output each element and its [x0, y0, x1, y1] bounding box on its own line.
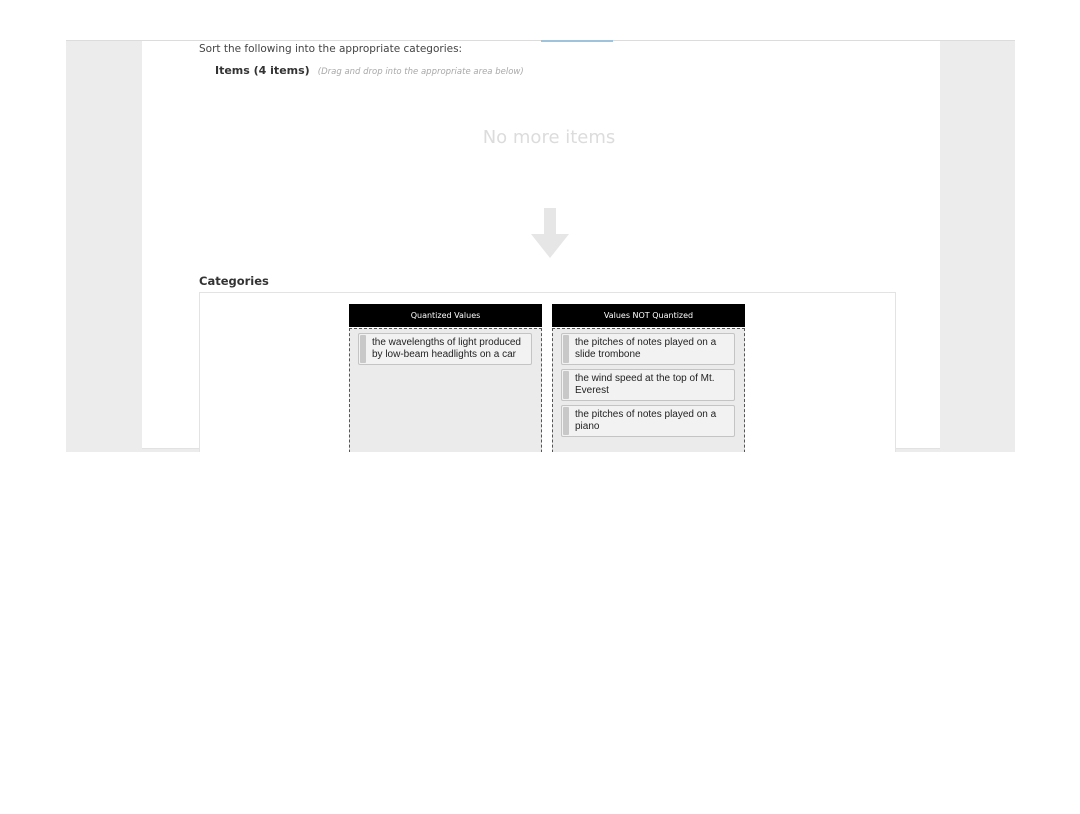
drag-handle-icon[interactable]	[563, 335, 569, 363]
question-prompt: Sort the following into the appropriate categories:	[199, 43, 463, 55]
item-text: the pitches of notes played on a piano	[575, 409, 717, 432]
category-quantized	[349, 304, 542, 452]
category-header-not-quantized: Values NOT Quantized	[552, 304, 745, 327]
draggable-item[interactable]	[358, 333, 532, 365]
item-text: the wavelengths of light produced by low-beam headlights on a car	[372, 337, 521, 360]
categories-heading: Categories	[199, 274, 269, 288]
question-panel	[142, 41, 940, 449]
items-empty-message: No more items	[482, 127, 616, 148]
arrow-down-icon	[531, 208, 569, 258]
item-text: the pitches of notes played on a slide trombone	[575, 337, 717, 360]
viewport	[66, 40, 1015, 452]
item-text: the wind speed at the top of Mt. Everest	[575, 373, 715, 396]
draggable-item[interactable]	[561, 333, 735, 365]
draggable-item[interactable]	[561, 405, 735, 437]
items-heading	[215, 59, 524, 78]
top-accent-bar	[541, 40, 613, 42]
items-count-label: Items (4 items)	[215, 64, 310, 77]
categories-container	[199, 292, 896, 452]
dropzone-not-quantized[interactable]	[552, 328, 745, 452]
category-not-quantized	[552, 304, 745, 452]
category-header-quantized: Quantized Values	[349, 304, 542, 327]
drag-handle-icon[interactable]	[563, 371, 569, 399]
drag-handle-icon[interactable]	[563, 407, 569, 435]
draggable-item[interactable]	[561, 369, 735, 401]
dropzone-quantized[interactable]	[349, 328, 542, 452]
items-hint: (Drag and drop into the appropriate area below)	[317, 67, 524, 77]
drag-handle-icon[interactable]	[360, 335, 366, 363]
